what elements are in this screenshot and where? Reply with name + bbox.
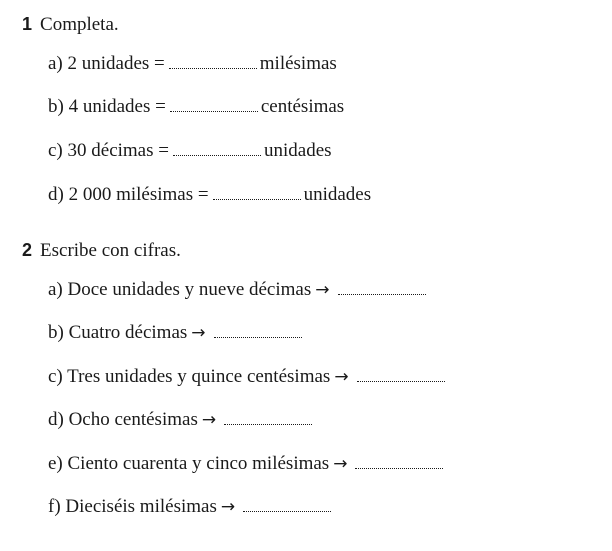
exercise-1-number: 1 [22, 14, 33, 34]
answer-blank[interactable] [355, 466, 443, 469]
item-text: f) Dieciséis milésimas [48, 496, 217, 517]
item-unit: unidades [263, 140, 332, 161]
item-text: c) Tres unidades y quince centésimas [48, 366, 331, 387]
exercise-1-title: Completa. [40, 14, 119, 35]
item-unit: milésimas [259, 53, 337, 74]
exercise-1-item-b [48, 96, 344, 118]
answer-blank[interactable] [173, 153, 261, 156]
answer-blank[interactable] [170, 109, 258, 112]
arrow-icon: → [201, 410, 217, 430]
item-text: b) Cuatro décimas [48, 322, 188, 343]
exercise-2-item-d [48, 409, 312, 431]
exercise-1-item-d [48, 184, 371, 206]
exercise-1-heading [22, 13, 119, 36]
exercise-2-item-c [48, 366, 445, 388]
item-text: d) Ocho centésimas [48, 409, 198, 430]
arrow-icon: → [334, 367, 349, 387]
answer-blank[interactable] [213, 197, 301, 200]
exercise-2-heading [22, 239, 181, 262]
item-text: a) Doce unidades y nueve décimas [48, 279, 312, 300]
item-text: c) 30 décimas = [48, 140, 169, 161]
exercise-2-item-f [48, 496, 331, 518]
exercise-1-item-a [48, 53, 337, 75]
item-text: d) 2 000 milésimas = [48, 184, 209, 205]
arrow-icon: → [191, 323, 206, 343]
answer-blank[interactable] [338, 292, 426, 295]
answer-blank[interactable] [243, 509, 331, 512]
exercise-1-item-c [48, 140, 332, 162]
exercise-2-item-e [48, 453, 443, 475]
item-text: b) 4 unidades = [48, 96, 166, 117]
answer-blank[interactable] [169, 66, 257, 69]
answer-blank[interactable] [224, 422, 312, 425]
arrow-icon: → [220, 497, 236, 517]
item-unit: unidades [303, 184, 372, 205]
item-text: e) Ciento cuarenta y cinco milésimas [48, 453, 330, 474]
answer-blank[interactable] [357, 379, 445, 382]
item-text: a) 2 unidades = [48, 53, 165, 74]
item-unit: centésimas [260, 96, 345, 117]
arrow-icon: → [315, 280, 330, 300]
exercise-2-item-b [48, 322, 302, 344]
exercise-2-title: Escribe con cifras. [40, 240, 181, 261]
exercise-2-number: 2 [22, 240, 33, 260]
arrow-icon: → [333, 454, 348, 474]
exercise-2-item-a [48, 279, 426, 301]
answer-blank[interactable] [214, 335, 302, 338]
